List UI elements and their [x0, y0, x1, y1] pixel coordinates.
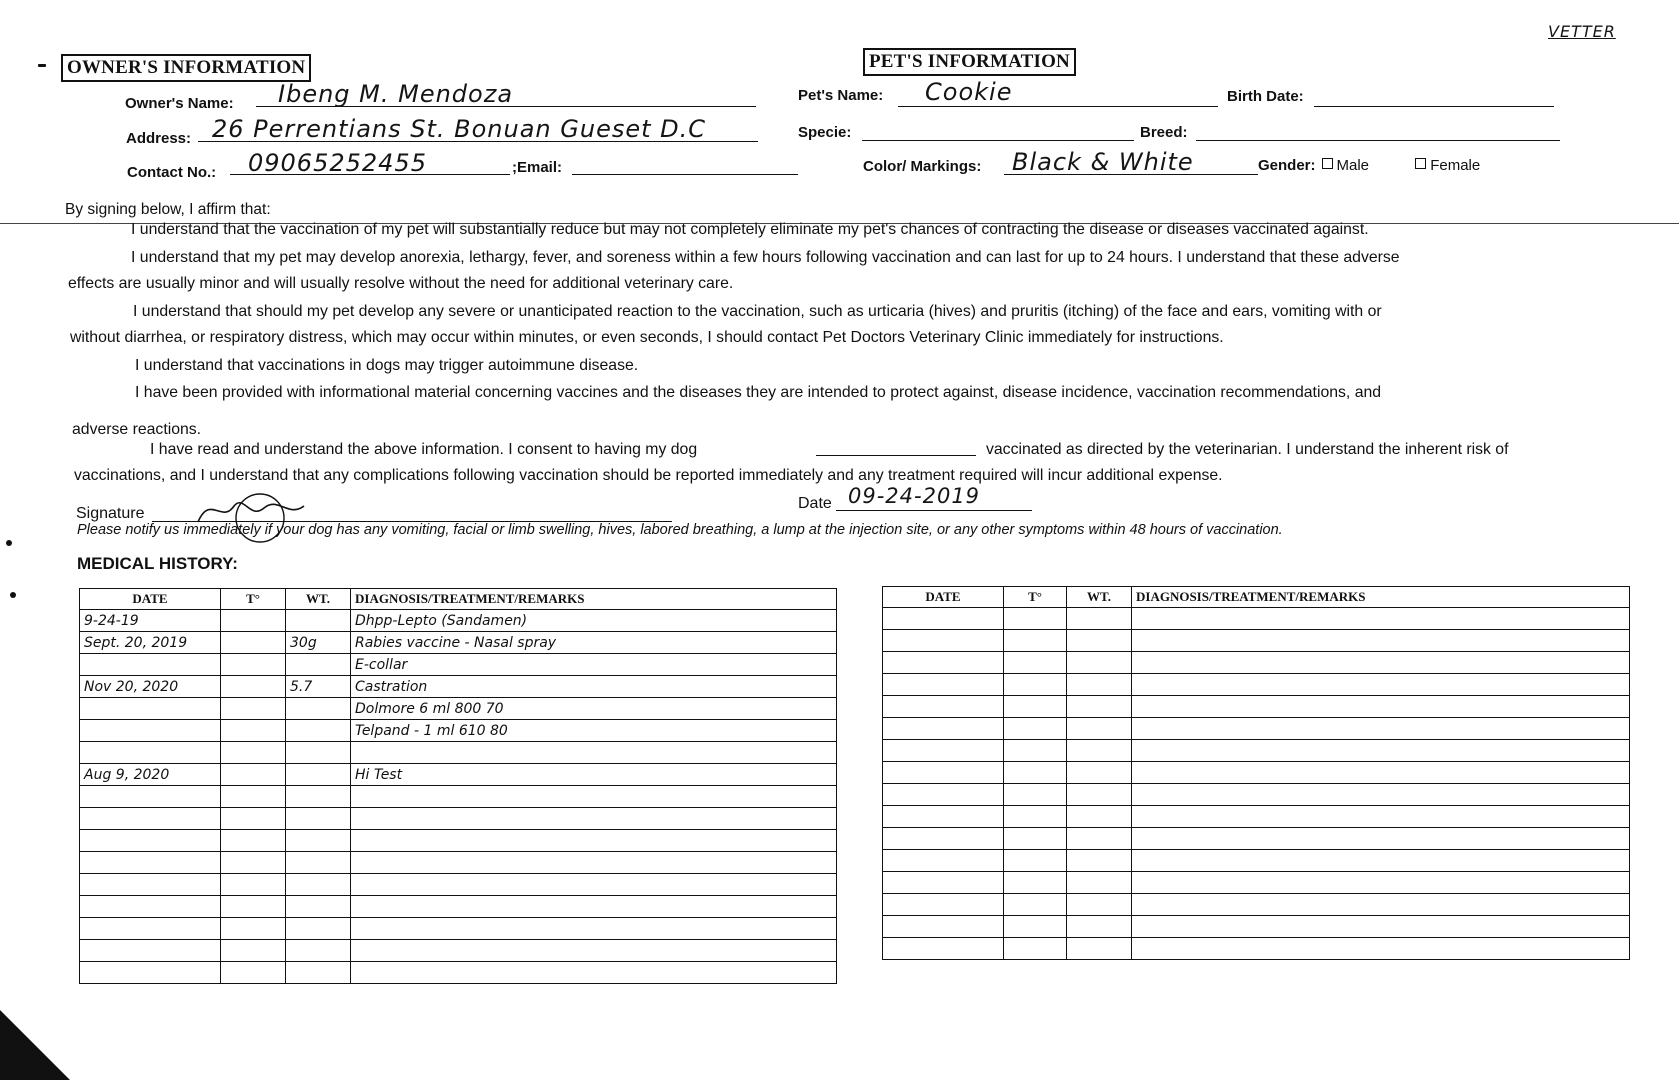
birth-date-line	[1314, 106, 1554, 107]
table-header-row	[80, 589, 837, 610]
pet-name-label: Pet's Name:	[798, 87, 884, 104]
row-diagnosis[interactable]: Hi Test	[351, 764, 837, 786]
owner-address-value[interactable]: 26 Perrentians St. Bonuan Gueset D.C	[212, 115, 707, 143]
row-date[interactable]: Aug 9, 2020	[80, 764, 221, 786]
male-checkbox[interactable]	[1322, 158, 1333, 169]
table-row	[80, 610, 837, 632]
row-weight[interactable]	[286, 720, 351, 742]
owner-email-label: ;Email:	[512, 159, 563, 176]
owner-name-value[interactable]: Ibeng M. Mendoza	[278, 80, 514, 108]
consent-para-2a: I understand that my pet may develop anorexia, lethargy, fever, and soreness within a few hours following vaccination and can last for up to 24 hours. I understand that these adverse	[131, 249, 1400, 266]
row-diagnosis[interactable]	[351, 742, 837, 764]
row-weight[interactable]	[286, 610, 351, 632]
row-diagnosis[interactable]: Castration	[351, 676, 837, 698]
consent-para-6a-2: vaccinated as directed by the veterinarian. I understand the inherent risk of	[986, 441, 1509, 458]
row-temp[interactable]	[221, 720, 286, 742]
breed-label: Breed:	[1140, 124, 1188, 141]
date-label: Date	[798, 495, 832, 512]
row-date[interactable]	[80, 698, 221, 720]
table-row	[883, 916, 1630, 938]
table-row	[80, 764, 837, 786]
table-row	[80, 918, 837, 940]
corner-handwritten-note: VETTER	[1548, 22, 1616, 41]
row-diagnosis[interactable]: Dolmore 6 ml 800 70	[351, 698, 837, 720]
consent-para-4: I understand that vaccinations in dogs may trigger autoimmune disease.	[135, 357, 639, 374]
col-date: DATE	[883, 587, 1004, 608]
color-markings-label: Color/ Markings:	[863, 158, 982, 175]
row-temp[interactable]	[221, 632, 286, 654]
owner-info-header: OWNER'S INFORMATION	[61, 54, 311, 82]
scan-corner-shadow	[0, 1010, 70, 1080]
gender-label	[1258, 157, 1480, 174]
row-weight[interactable]: 5.7	[286, 676, 351, 698]
consent-para-6b: vaccinations, and I understand that any complications following vaccination should be reported immediately and any treatment required will incur additional expense.	[74, 467, 1223, 484]
table-row	[80, 654, 837, 676]
row-temp[interactable]	[221, 610, 286, 632]
table-header-row	[883, 587, 1630, 608]
consent-intro: By signing below, I affirm that:	[65, 201, 271, 218]
color-markings-value[interactable]: Black & White	[1012, 148, 1194, 176]
table-row	[80, 940, 837, 962]
scan-speck	[6, 540, 12, 546]
pet-info-header: PET'S INFORMATION	[863, 48, 1076, 76]
row-weight[interactable]	[286, 764, 351, 786]
table-row	[883, 718, 1630, 740]
female-label: Female	[1430, 157, 1481, 174]
col-diagnosis: DIAGNOSIS/TREATMENT/REMARKS	[1132, 587, 1630, 608]
row-date[interactable]: Sept. 20, 2019	[80, 632, 221, 654]
table-row	[883, 872, 1630, 894]
owner-address-label: Address:	[126, 130, 192, 147]
table-row	[883, 652, 1630, 674]
table-row	[883, 630, 1630, 652]
consent-para-5a: I have been provided with informational material concerning vaccines and the diseases they are intended to protect against, disease incidence, vaccination recommendations, and	[135, 384, 1382, 401]
table-row	[80, 720, 837, 742]
table-row	[883, 608, 1630, 630]
gender-label-text: Gender:	[1258, 157, 1316, 174]
row-diagnosis[interactable]: Rabies vaccine - Nasal spray	[351, 632, 837, 654]
row-temp[interactable]	[221, 698, 286, 720]
row-temp[interactable]	[221, 654, 286, 676]
specie-label: Specie:	[798, 124, 852, 141]
owner-contact-label: Contact No.:	[127, 164, 217, 181]
owner-email-line	[572, 174, 798, 175]
row-date[interactable]	[80, 742, 221, 764]
table-row	[883, 784, 1630, 806]
date-line	[836, 510, 1032, 511]
col-diagnosis: DIAGNOSIS/TREATMENT/REMARKS	[351, 589, 837, 610]
consent-para-5b: adverse reactions.	[72, 421, 202, 438]
row-date[interactable]	[80, 654, 221, 676]
post-vaccination-notice: Please notify us immediately if your dog has any vomiting, facial or limb swelling, hives, labored breathing, a lump at the injection site, or any other symptoms within 48 hours of vaccination.	[77, 522, 1283, 538]
consent-para-3b: without diarrhea, or respiratory distress, which may occur within minutes, or even seconds, I should contact Pet Doctors Veterinary Clinic immediately for instructions.	[70, 329, 1224, 346]
table-row	[80, 962, 837, 984]
table-row	[883, 696, 1630, 718]
medical-history-table-right	[882, 586, 1630, 960]
table-row	[80, 632, 837, 654]
table-row	[80, 742, 837, 764]
consent-para-3a: I understand that should my pet develop any severe or unanticipated reaction to the vaccination, such as urticaria (hives) and pruritis (itching) of the face and ears, vomiting with or	[133, 303, 1382, 320]
row-weight[interactable]: 30g	[286, 632, 351, 654]
signature-label: Signature	[76, 505, 145, 522]
table-row	[80, 896, 837, 918]
table-row	[883, 828, 1630, 850]
row-temp[interactable]	[221, 742, 286, 764]
row-date[interactable]: 9-24-19	[80, 610, 221, 632]
col-temperature: T°	[1004, 587, 1067, 608]
consent-para-2b: effects are usually minor and will usually resolve without the need for additional veterinary care.	[68, 275, 734, 292]
scan-speck	[10, 592, 16, 598]
row-weight[interactable]	[286, 654, 351, 676]
row-weight[interactable]	[286, 698, 351, 720]
table-row	[883, 740, 1630, 762]
row-temp[interactable]	[221, 676, 286, 698]
table-row	[883, 938, 1630, 960]
table-row	[80, 830, 837, 852]
row-date[interactable]	[80, 720, 221, 742]
breed-line	[1196, 140, 1560, 141]
owner-name-label: Owner's Name:	[125, 95, 234, 112]
table-row	[80, 676, 837, 698]
pet-name-value[interactable]: Cookie	[925, 78, 1013, 106]
row-diagnosis[interactable]: Telpand - 1 ml 610 80	[351, 720, 837, 742]
table-row	[80, 874, 837, 896]
row-date[interactable]: Nov 20, 2020	[80, 676, 221, 698]
table-row	[80, 786, 837, 808]
male-label: Male	[1336, 157, 1370, 174]
col-temperature: T°	[221, 589, 286, 610]
owner-contact-value[interactable]: 09065252455	[248, 149, 427, 177]
row-weight[interactable]	[286, 742, 351, 764]
dog-name-blank[interactable]	[816, 455, 976, 456]
pet-name-line	[898, 106, 1218, 107]
birth-date-label: Birth Date:	[1227, 88, 1304, 105]
table-row	[80, 852, 837, 874]
table-row	[883, 674, 1630, 696]
table-row	[883, 850, 1630, 872]
medical-history-title: MEDICAL HISTORY:	[77, 554, 238, 573]
row-diagnosis[interactable]: E-collar	[351, 654, 837, 676]
table-row	[883, 894, 1630, 916]
row-diagnosis[interactable]: Dhpp-Lepto (Sandamen)	[351, 610, 837, 632]
table-row	[883, 762, 1630, 784]
col-date: DATE	[80, 589, 221, 610]
signature-date-value[interactable]: 09-24-2019	[848, 484, 981, 508]
female-checkbox[interactable]	[1415, 158, 1426, 169]
col-weight: WT.	[286, 589, 351, 610]
col-weight: WT.	[1067, 587, 1132, 608]
consent-para-1: I understand that the vaccination of my pet will substantially reduce but may not completely eliminate my pet's chances of contracting the disease or diseases vaccinated against.	[131, 221, 1369, 238]
table-row	[80, 808, 837, 830]
consent-para-6a-1: I have read and understand the above information. I consent to having my dog	[150, 441, 698, 458]
medical-history-table-left	[79, 588, 837, 984]
row-temp[interactable]	[221, 764, 286, 786]
table-row	[883, 806, 1630, 828]
scan-speck	[38, 64, 46, 67]
table-row	[80, 698, 837, 720]
specie-line	[862, 140, 1134, 141]
